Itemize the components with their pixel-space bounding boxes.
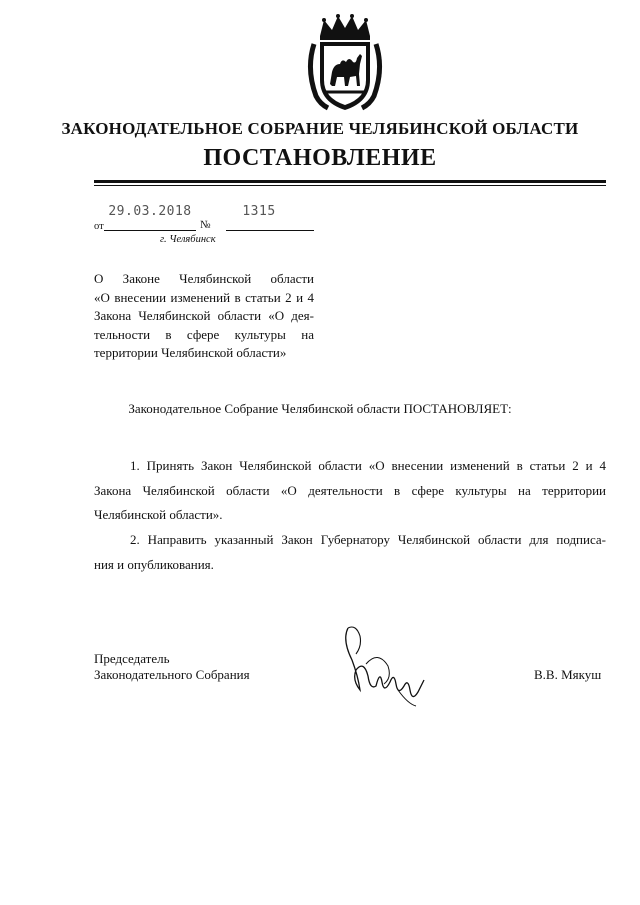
item-line: 2. Направить указанный Закон Губернатору Челябинской области для подписа- <box>130 532 606 547</box>
item-line: 1. Принять Закон Челябинской области «О внесении изменений в статьи 2 и 4 <box>130 458 606 473</box>
signer-position: Председатель <box>94 651 170 666</box>
subject-line: Закона Челябинской области «О дея- <box>94 308 314 323</box>
date-label: от <box>94 221 104 232</box>
resolution-item-1 <box>94 454 606 528</box>
number-label: № <box>200 219 211 231</box>
header-divider-thin <box>94 185 606 186</box>
handwritten-signature-icon <box>338 620 434 712</box>
preamble: Законодательное Собрание Челябинской области ПОСТАНОВЛЯЕТ: <box>128 401 512 416</box>
header-divider-thick <box>94 180 606 183</box>
number-underline <box>226 230 314 231</box>
item-line: Закона Челябинской области «О деятельности в сфере культуры на территории <box>94 482 606 498</box>
organization-name: ЗАКОНОДАТЕЛЬНОЕ СОБРАНИЕ ЧЕЛЯБИНСКОЙ ОБЛАСТИ <box>61 119 579 138</box>
document-subject <box>94 270 314 363</box>
subject-line: территории Челябинской области» <box>94 345 287 360</box>
resolution-item-2 <box>94 528 606 577</box>
subject-line: О Законе Челябинской области <box>94 271 314 286</box>
document-date: 29.03.2018 <box>108 204 192 219</box>
coat-of-arms-icon <box>304 14 386 114</box>
subject-line: «О внесении изменений в статьи 2 и 4 <box>94 289 314 305</box>
city-label: г. Челябинск <box>160 234 216 245</box>
document-title: ПОСТАНОВЛЕНИЕ <box>203 145 437 171</box>
item-line: ния и опубликования. <box>94 556 214 572</box>
subject-line: тельности в сфере культуры на <box>94 326 314 342</box>
item-line: Челябинской области». <box>94 507 223 522</box>
signer-name: В.В. Мякуш <box>534 667 602 682</box>
signer-position-org: Законодательного Собрания <box>94 667 250 682</box>
date-underline <box>104 230 196 231</box>
document-number: 1315 <box>242 204 276 219</box>
